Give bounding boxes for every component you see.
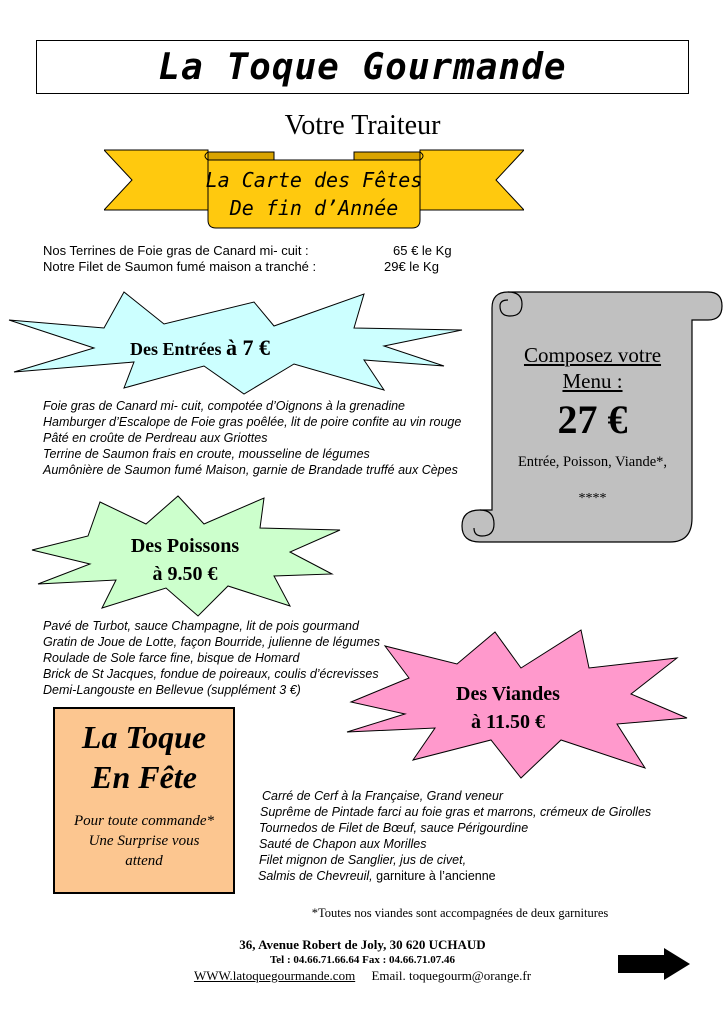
fete-title-2: En Fête — [91, 759, 197, 795]
phone-fax: Tel : 04.66.71.66.64 Fax : 04.66.71.07.46 — [269, 954, 456, 966]
special-price-1: 65 € le Kg — [393, 243, 452, 258]
list-item: Roulade de Sole farce fine, bisque de Homard — [43, 651, 300, 665]
list-item: Foie gras de Canard mi- cuit, compotée d’Oignons à la grenadine — [43, 399, 406, 413]
poissons-price: à 9.50 € — [152, 563, 218, 585]
special-name-1: Nos Terrines de Foie gras de Canard mi- cuit : — [43, 243, 309, 258]
list-item: Demi-Langouste en Bellevue (supplément 3 €) — [43, 683, 301, 697]
poissons-label — [90, 532, 280, 588]
subtitle: Votre Traiteur — [284, 110, 441, 141]
fete-text — [55, 811, 233, 871]
fete-title — [55, 717, 233, 797]
special-price-2: 29€ le Kg — [384, 259, 439, 274]
entrees-label-text: Des Entrées — [130, 339, 222, 359]
fete-line-1: Pour toute commande* — [74, 813, 214, 829]
poissons-label-text: Des Poissons — [130, 535, 240, 557]
special-name-2: Notre Filet de Saumon fumé maison a tranché : — [43, 259, 317, 274]
title-box — [36, 40, 689, 94]
menu-heading-2: Menu : — [562, 369, 623, 393]
fete-line-2: Une Surprise vous — [88, 833, 200, 849]
banner-line-2: De fin d’Année — [229, 196, 399, 220]
menu-price: 27 € — [557, 397, 628, 442]
website-link[interactable]: WWW.latoquegourmande.com — [193, 968, 356, 983]
fete-line-3: attend — [125, 853, 163, 869]
viandes-price: à 11.50 € — [471, 711, 545, 733]
page-title: La Toque Gourmande — [158, 46, 567, 88]
right-arrow-icon — [616, 946, 692, 982]
list-item: Gratin de Joue de Lotte, façon Bourride, julienne de légumes — [43, 635, 381, 649]
entrees-price: à 7 € — [225, 335, 270, 360]
list-item: Pâté en croûte de Perdreau aux Griottes — [43, 431, 268, 445]
list-item: Hamburger d’Escalope de Foie gras poêlée, lit de poire confite au vin rouge — [43, 415, 462, 429]
fete-box — [53, 707, 235, 894]
list-item: Terrine de Saumon frais en croute, mousseline de légumes — [43, 447, 370, 461]
viandes-label-text: Des Viandes — [456, 683, 560, 705]
viandes-label — [418, 680, 598, 736]
list-item: Tournedos de Filet de Bœuf, sauce Périgourdine — [259, 821, 529, 835]
footer-note: *Toutes nos viandes sont accompagnées de deux garnitures — [311, 906, 609, 920]
menu-stars: **** — [578, 491, 607, 506]
fete-title-1: La Toque — [81, 719, 207, 755]
list-item: Suprême de Pintade farci au foie gras et marrons, crémeux de Girolles — [260, 805, 652, 819]
list-item-italic: Salmis de Chevreuil, — [258, 869, 373, 883]
menu-heading-1: Composez votre — [523, 343, 662, 367]
list-item: Pavé de Turbot, sauce Champagne, lit de pois gourmand — [43, 619, 359, 633]
poissons-list — [43, 618, 380, 698]
list-item — [258, 868, 651, 884]
address: 36, Avenue Robert de Joly, 30 620 UCHAUD — [239, 937, 486, 952]
list-item: Sauté de Chapon aux Morilles — [259, 837, 427, 851]
entrees-label — [110, 335, 290, 361]
list-item: Brick de St Jacques, fondue de poireaux, coulis d’écrevisses — [43, 667, 379, 681]
ribbon-banner — [104, 148, 524, 232]
email: Email. toquegourm@orange.fr — [371, 968, 532, 983]
viandes-list — [258, 788, 651, 884]
list-item: Carré de Cerf à la Française, Grand veneur — [262, 789, 504, 803]
entrees-list — [43, 398, 461, 478]
list-item-plain: garniture à l’ancienne — [372, 869, 496, 883]
menu-scroll-text — [495, 342, 690, 507]
list-item: Filet mignon de Sanglier, jus de civet, — [259, 853, 467, 867]
banner-line-1: La Carte des Fêtes — [205, 168, 423, 192]
list-item: Aumônière de Saumon fumé Maison, garnie de Brandade truffé aux Cèpes — [43, 463, 458, 477]
menu-courses: Entrée, Poisson, Viande*, — [517, 454, 668, 470]
